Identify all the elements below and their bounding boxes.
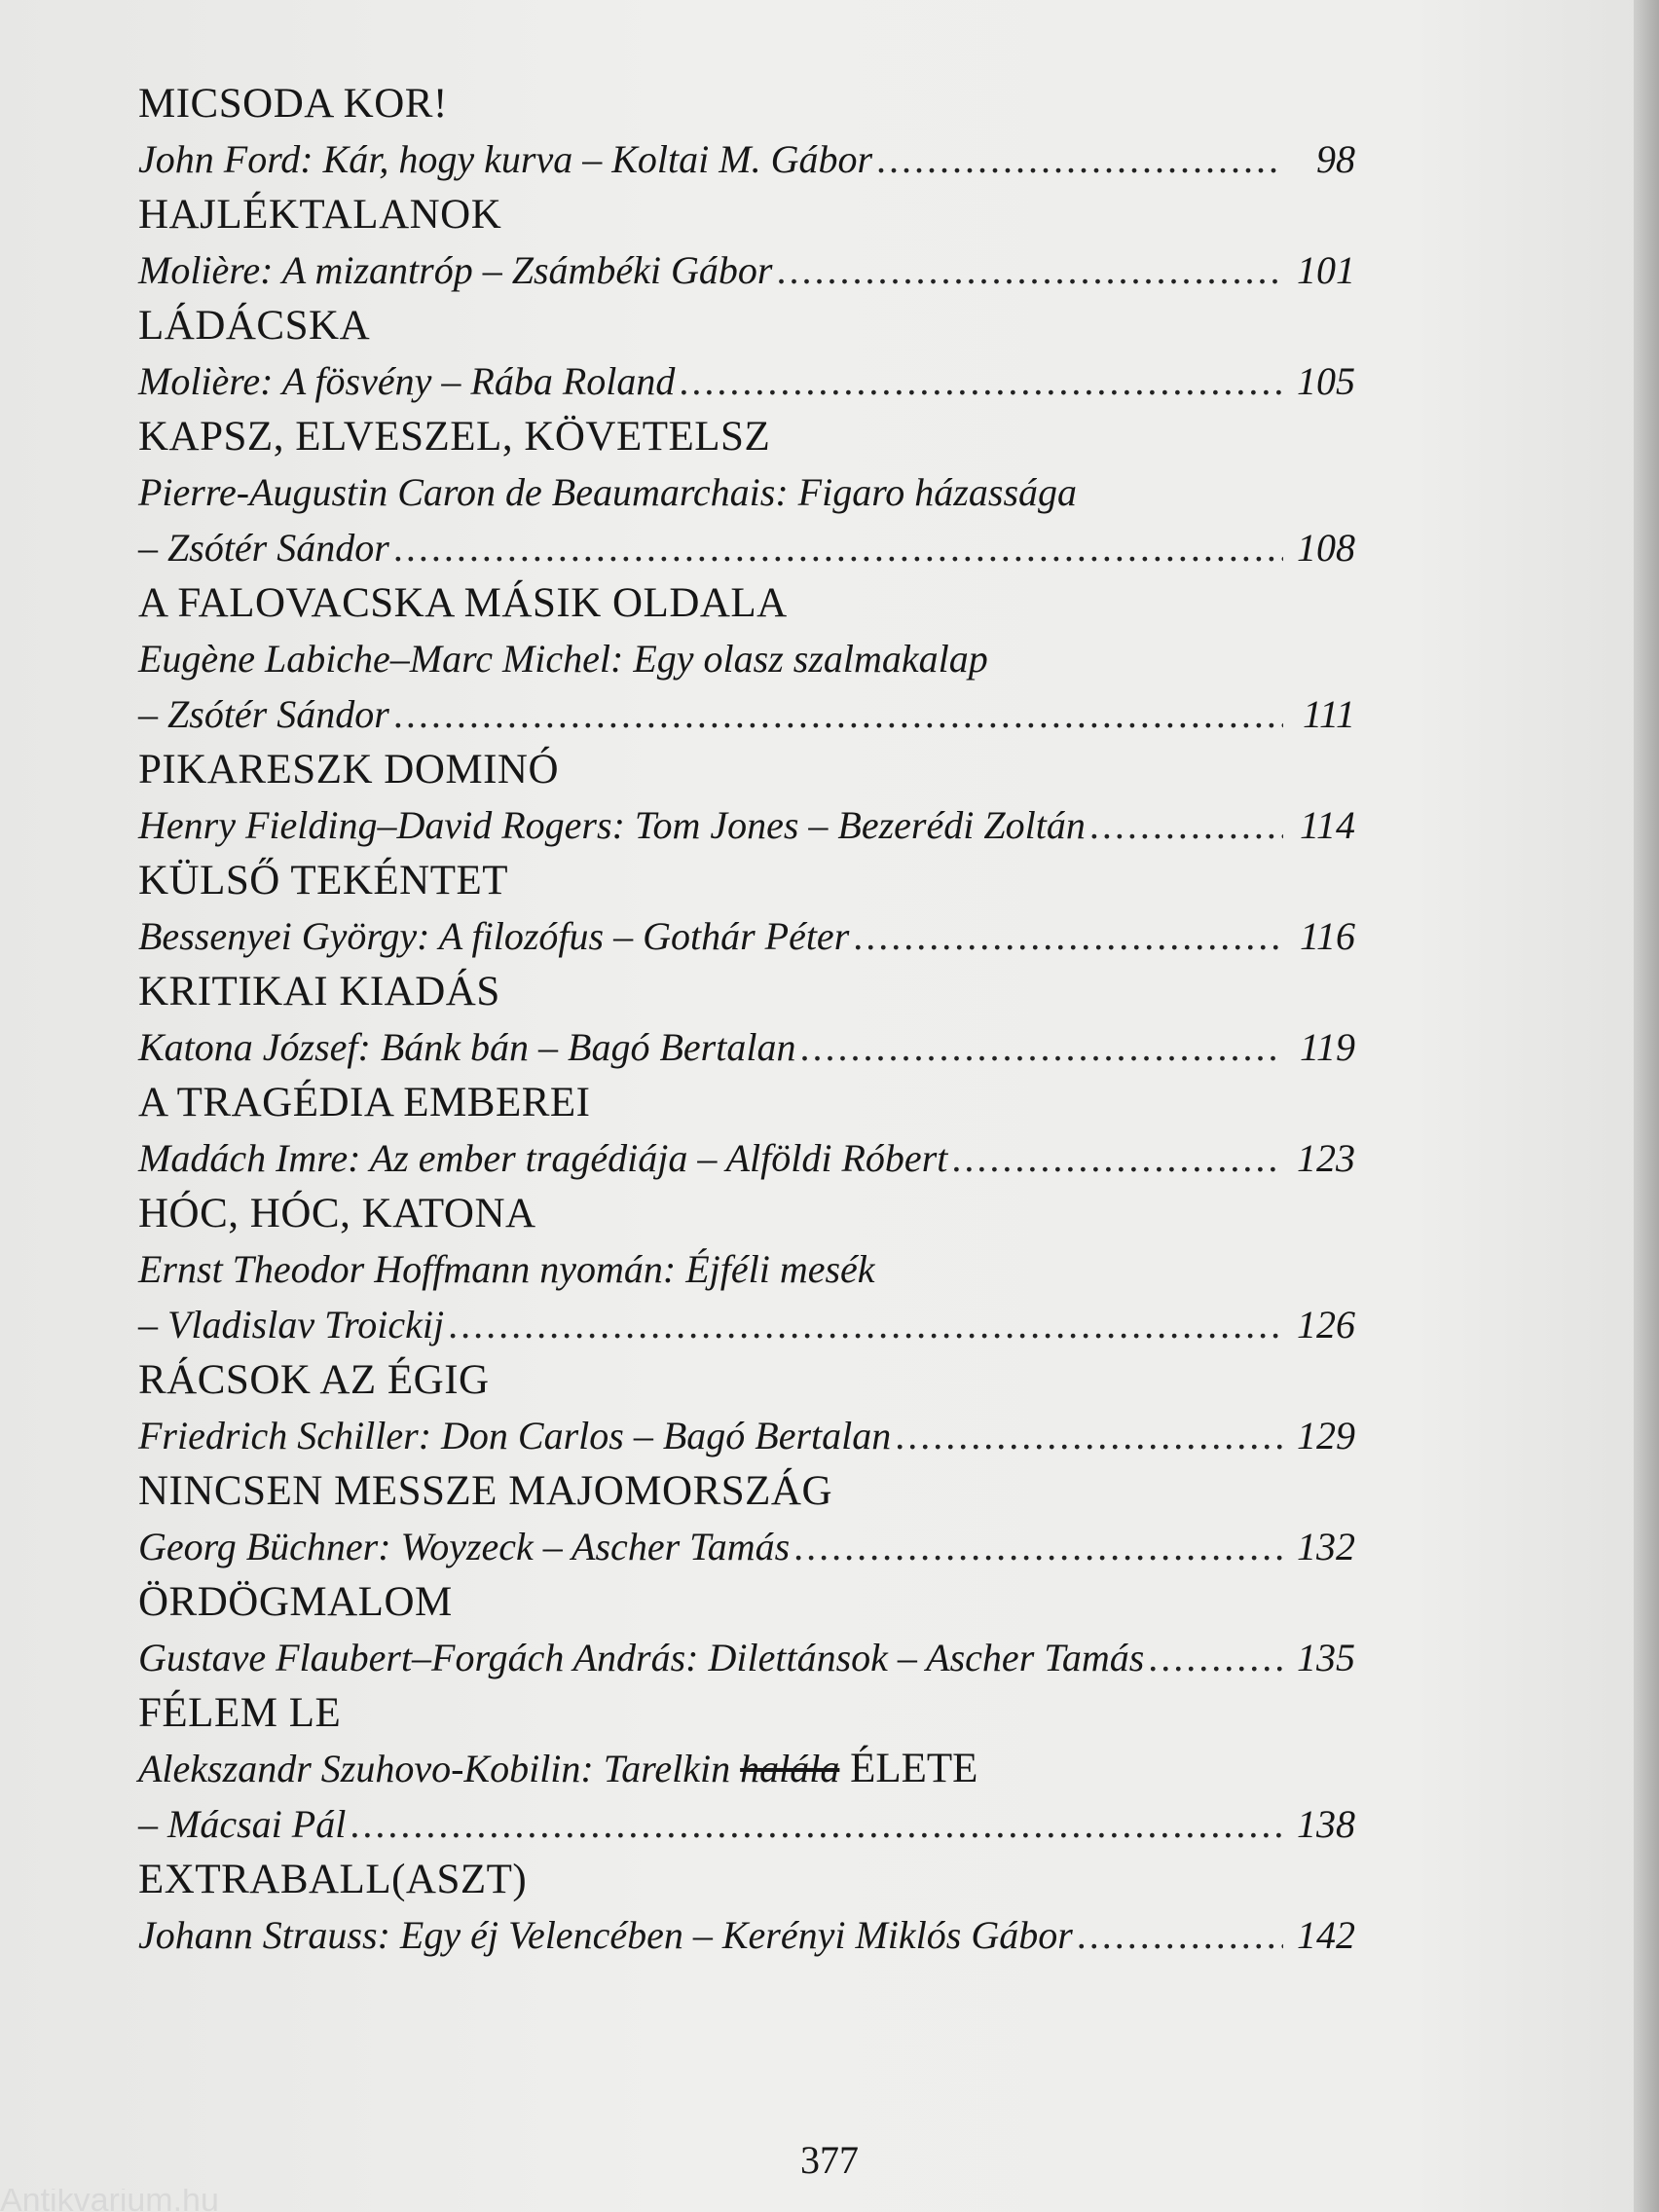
entry-heading: PIKARESZK DOMINÓ — [138, 747, 560, 793]
struck-word: halála — [740, 1747, 840, 1790]
page-folio-number: 377 — [800, 2138, 859, 2182]
toc-entry — [138, 964, 1355, 1075]
dot-leader — [350, 1796, 1283, 1852]
dot-leader — [776, 242, 1283, 298]
toc-entry — [138, 742, 1355, 853]
entry-heading: LÁDÁCSKA — [138, 303, 371, 349]
entry-title: Georg Büchner: Woyzeck – Ascher Tamás — [138, 1525, 791, 1568]
entry-heading: A FALOVACSKA MÁSIK OLDALA — [138, 580, 788, 626]
entry-title — [138, 1741, 977, 1796]
entry-title: Johann Strauss: Egy éj Velencében – Kerényi Miklós Gábor — [138, 1913, 1073, 1957]
page-number: 142 — [1297, 1913, 1355, 1957]
dot-leader — [793, 1519, 1283, 1574]
entry-title: Henry Fielding–David Rogers: Tom Jones – Bezerédi Zoltán — [138, 803, 1086, 847]
entry-title: Molière: A fösvény – Rába Roland — [138, 359, 676, 403]
entry-title: Friedrich Schiller: Don Carlos – Bagó Bertalan — [138, 1414, 892, 1457]
entry-title-main: Alekszandr Szuhovo-Kobilin: Tarelkin — [138, 1747, 741, 1790]
entry-line — [138, 1741, 1355, 1796]
entry-heading: EXTRABALL(ASZT) — [138, 1857, 528, 1902]
page-number: 135 — [1297, 1636, 1355, 1679]
entry-heading: NINCSEN MESSZE MAJOMORSZÁG — [138, 1468, 833, 1514]
entry-line — [138, 631, 1355, 686]
entry-line — [138, 353, 1355, 409]
toc-entry — [138, 1685, 1355, 1852]
entry-line — [138, 1130, 1355, 1186]
entry-title: Bessenyei György: A filozófus – Gothár Péter — [138, 914, 850, 958]
toc-entry — [138, 575, 1355, 742]
toc-entry — [138, 76, 1355, 187]
dot-leader — [393, 686, 1283, 742]
page-number: 126 — [1297, 1303, 1355, 1346]
entry-line — [138, 1241, 1355, 1297]
page-number: 98 — [1316, 137, 1355, 181]
page-number: 101 — [1297, 248, 1355, 292]
page-number: 111 — [1302, 692, 1355, 736]
dot-leader — [853, 908, 1283, 964]
page-number: 123 — [1297, 1136, 1355, 1180]
entry-title: Ernst Theodor Hoffmann nyomán: Éjféli mesék — [138, 1247, 875, 1291]
entry-line — [138, 908, 1355, 964]
entry-line — [138, 1907, 1355, 1963]
entry-heading: HAJLÉKTALANOK — [138, 192, 502, 238]
dot-leader — [448, 1297, 1283, 1352]
toc-entry — [138, 853, 1355, 964]
entry-heading: FÉLEM LE — [138, 1690, 342, 1736]
entry-director: – Mácsai Pál — [138, 1802, 347, 1846]
entry-heading: MICSODA KOR! — [138, 81, 448, 127]
entry-heading: ÖRDÖGMALOM — [138, 1579, 453, 1625]
entry-line — [138, 1796, 1355, 1852]
entry-line — [138, 131, 1355, 187]
watermark-logo: Antikvarium.hu — [0, 2189, 219, 2212]
entry-line — [138, 1019, 1355, 1075]
dot-leader — [1089, 797, 1283, 853]
entry-line — [138, 520, 1355, 575]
toc-entry — [138, 1352, 1355, 1463]
dot-leader — [393, 520, 1283, 575]
toc-entry — [138, 187, 1355, 298]
entry-heading: A TRAGÉDIA EMBEREI — [138, 1080, 591, 1125]
toc-entry — [138, 298, 1355, 409]
entry-title: John Ford: Kár, hogy kurva – Koltai M. Gábor — [138, 137, 873, 181]
dot-leader — [799, 1019, 1283, 1075]
entry-line — [138, 1408, 1355, 1463]
entry-line — [138, 1297, 1355, 1352]
page-number: 119 — [1299, 1025, 1355, 1069]
entry-title: Gustave Flaubert–Forgách András: Dilettánsok – Ascher Tamás — [138, 1636, 1145, 1679]
entry-line — [138, 797, 1355, 853]
entry-director: – Zsótér Sándor — [138, 692, 389, 736]
toc-entry — [138, 1075, 1355, 1186]
entry-heading: HÓC, HÓC, KATONA — [138, 1191, 536, 1236]
page-number: 114 — [1299, 803, 1355, 847]
entry-line — [138, 686, 1355, 742]
entry-heading: RÁCSOK AZ ÉGIG — [138, 1357, 490, 1403]
entry-title: Katona József: Bánk bán – Bagó Bertalan — [138, 1025, 796, 1069]
entry-line — [138, 1630, 1355, 1685]
entry-title: Pierre-Augustin Caron de Beaumarchais: Figaro házassága — [138, 470, 1078, 514]
entry-line — [138, 464, 1355, 520]
page-number: 138 — [1297, 1802, 1355, 1846]
entry-heading: KAPSZ, ELVESZEL, KÖVETELSZ — [138, 414, 771, 460]
entry-title: Eugène Labiche–Marc Michel: Egy olasz szalmakalap — [138, 637, 988, 681]
entry-heading: KRITIKAI KIADÁS — [138, 969, 500, 1014]
page-number: 108 — [1297, 526, 1355, 570]
entry-director: – Zsótér Sándor — [138, 526, 389, 570]
dot-leader — [895, 1408, 1283, 1463]
toc-entry — [138, 1463, 1355, 1574]
entry-title: Madách Imre: Az ember tragédiája – Alföldi Róbert — [138, 1136, 948, 1180]
entry-line — [138, 1519, 1355, 1574]
entry-line — [138, 242, 1355, 298]
toc-entry — [138, 409, 1355, 575]
dot-leader — [1077, 1907, 1283, 1963]
table-of-contents — [138, 76, 1355, 1963]
toc-entry — [138, 1186, 1355, 1352]
page-number: 105 — [1297, 359, 1355, 403]
page-number: 129 — [1297, 1414, 1355, 1457]
uppercase-word: ÉLETE — [839, 1746, 978, 1791]
dot-leader — [876, 131, 1283, 187]
page-spine-shadow — [1634, 0, 1659, 2212]
page-number: 132 — [1297, 1525, 1355, 1568]
entry-heading: KÜLSŐ TEKÉNTET — [138, 858, 509, 903]
toc-entry — [138, 1852, 1355, 1963]
toc-entry — [138, 1574, 1355, 1685]
page-number: 116 — [1299, 914, 1355, 958]
dot-leader — [1148, 1630, 1283, 1685]
dot-leader — [951, 1130, 1283, 1186]
entry-director: – Vladislav Troickij — [138, 1303, 445, 1346]
dot-leader — [679, 353, 1283, 409]
entry-title: Molière: A mizantróp – Zsámbéki Gábor — [138, 248, 773, 292]
